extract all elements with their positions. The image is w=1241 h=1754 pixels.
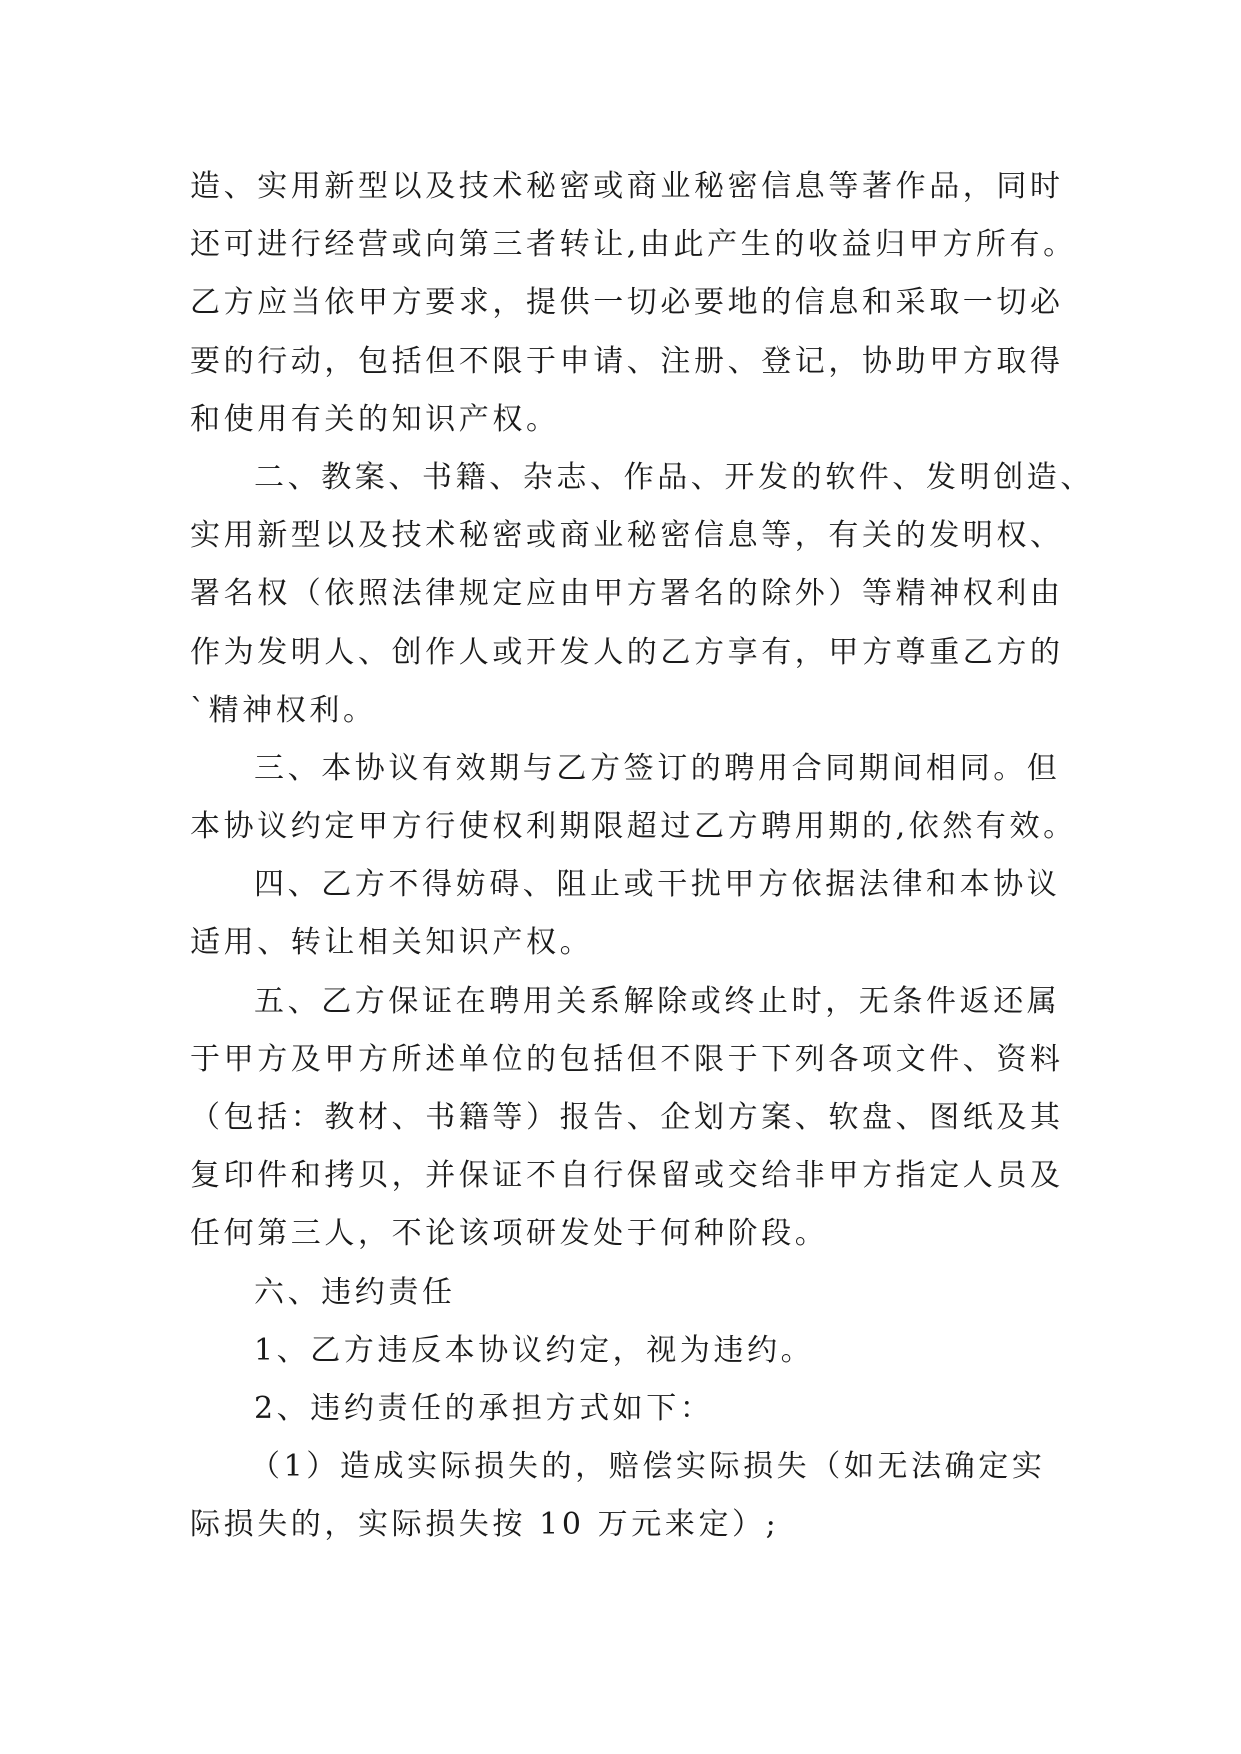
text-line: 任何第三人，不论该项研发处于何种阶段。 xyxy=(190,1216,829,1252)
text-line: 造、实用新型以及技术秘密或商业秘密信息等著作品，同时 xyxy=(190,169,1064,204)
text-line: 署名权（依照法律规定应由甲方署名的除外）等精神权利由 xyxy=(190,576,1064,612)
text-line: 实用新型以及技术秘密或商业秘密信息等，有关的发明权、 xyxy=(190,518,1064,554)
text-line: 作为发明人、创作人或开发人的乙方享有，甲方尊重乙方的 xyxy=(190,634,1064,670)
item-2-line: 2、违约责任的承担方式如下： xyxy=(254,1390,714,1426)
text-line: 本协议约定甲方行使权利期限超过乙方聘用期的,依然有效。 xyxy=(190,809,1077,845)
clause-4-heading-line: 四、乙方不得妨碍、阻止或干扰甲方依据法律和本协议 xyxy=(254,867,1061,903)
clause-3-heading-line: 三、本协议有效期与乙方签订的聘用合同期间相同。但 xyxy=(254,750,1061,786)
clause-6-heading: 六、违约责任 xyxy=(254,1274,456,1310)
sub-item-1-line: （1）造成实际损失的，赔偿实际损失（如无法确定实 xyxy=(250,1449,1046,1485)
text-line: 际损失的，实际损失按 10 万元来定）; xyxy=(190,1507,780,1543)
text-line: 和使用有关的知识产权。 xyxy=(190,401,560,437)
text-line: 还可进行经营或向第三者转让,由此产生的收益归甲方所有。 xyxy=(190,227,1077,263)
text-line: 乙方应当依甲方要求，提供一切必要地的信息和采取一切必 xyxy=(190,285,1064,321)
clause-2-heading-line: 二、教案、书籍、杂志、作品、开发的软件、发明创造、 xyxy=(254,459,1094,495)
text-line: `精神权利。 xyxy=(190,692,377,728)
text-line: 复印件和拷贝，并保证不自行保留或交给非甲方指定人员及 xyxy=(190,1158,1064,1194)
clause-5-heading-line: 五、乙方保证在聘用关系解除或终止时，无条件返还属 xyxy=(254,983,1061,1019)
text-line: （包括：教材、书籍等）报告、企划方案、软盘、图纸及其 xyxy=(190,1100,1064,1135)
text-line: 于甲方及甲方所述单位的包括但不限于下列各项文件、资料 xyxy=(190,1041,1064,1077)
item-1-line: 1、乙方违反本协议约定，视为违约。 xyxy=(254,1332,815,1368)
text-line: 适用、转让相关知识产权。 xyxy=(190,925,594,961)
document-body xyxy=(190,158,1094,1555)
text-line: 要的行动，包括但不限于申请、注册、登记，协助甲方取得 xyxy=(190,343,1064,379)
